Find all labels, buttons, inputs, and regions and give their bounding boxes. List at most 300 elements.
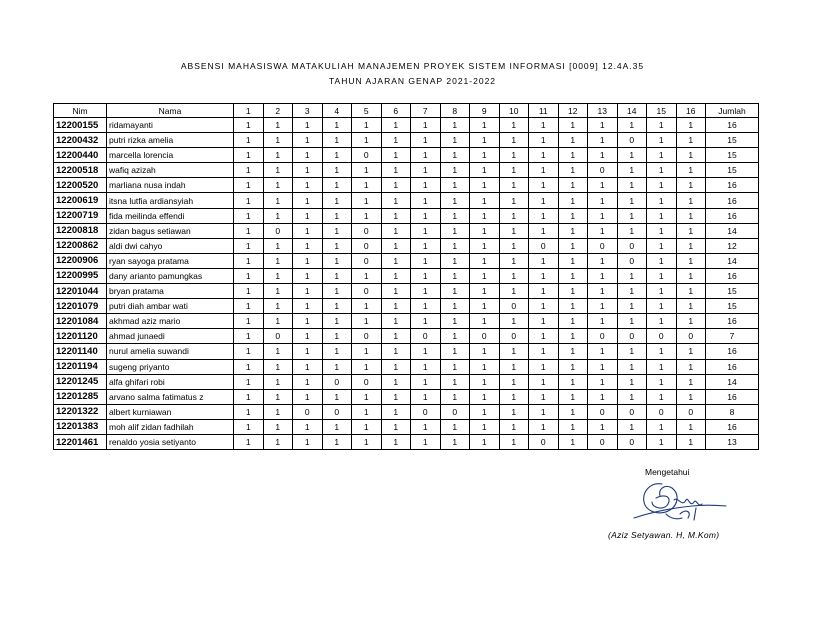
attendance-cell: 1 xyxy=(381,148,411,163)
attendance-cell: 1 xyxy=(381,133,411,148)
attendance-cell: 1 xyxy=(322,359,352,374)
attendance-cell: 1 xyxy=(676,389,706,404)
attendance-cell: 1 xyxy=(411,223,441,238)
nim-cell: 12201461 xyxy=(54,434,107,449)
attendance-cell: 1 xyxy=(676,238,706,253)
attendance-cell: 1 xyxy=(499,163,529,178)
attendance-cell: 1 xyxy=(499,223,529,238)
attendance-cell: 1 xyxy=(558,329,588,344)
attendance-cell: 1 xyxy=(322,284,352,299)
attendance-cell: 0 xyxy=(411,404,441,419)
name-cell: akhmad aziz mario xyxy=(107,314,234,329)
attendance-cell: 1 xyxy=(263,404,293,419)
attendance-cell: 1 xyxy=(234,238,264,253)
attendance-cell: 1 xyxy=(470,148,500,163)
attendance-cell: 1 xyxy=(381,193,411,208)
attendance-cell: 1 xyxy=(617,268,647,283)
attendance-cell: 1 xyxy=(617,178,647,193)
attendance-cell: 1 xyxy=(647,434,677,449)
attendance-cell: 1 xyxy=(293,118,323,133)
attendance-cell: 1 xyxy=(234,148,264,163)
attendance-cell: 1 xyxy=(558,193,588,208)
attendance-cell: 1 xyxy=(440,314,470,329)
attendance-cell: 1 xyxy=(322,253,352,268)
attendance-cell: 1 xyxy=(499,268,529,283)
attendance-cell: 1 xyxy=(647,284,677,299)
attendance-cell: 1 xyxy=(588,193,618,208)
attendance-cell: 1 xyxy=(676,434,706,449)
attendance-cell: 1 xyxy=(411,133,441,148)
name-cell: wafiq azizah xyxy=(107,163,234,178)
attendance-cell: 1 xyxy=(470,253,500,268)
attendance-cell: 1 xyxy=(293,389,323,404)
attendance-cell: 1 xyxy=(529,208,559,223)
attendance-cell: 0 xyxy=(617,253,647,268)
attendance-cell: 1 xyxy=(234,253,264,268)
attendance-cell: 1 xyxy=(470,223,500,238)
attendance-cell: 0 xyxy=(411,329,441,344)
attendance-cell: 1 xyxy=(440,284,470,299)
attendance-cell: 1 xyxy=(352,193,382,208)
attendance-cell: 1 xyxy=(352,359,382,374)
attendance-cell: 1 xyxy=(263,253,293,268)
name-cell: sugeng priyanto xyxy=(107,359,234,374)
attendance-cell: 1 xyxy=(293,208,323,223)
attendance-cell: 1 xyxy=(647,133,677,148)
table-row xyxy=(54,133,759,148)
attendance-cell: 1 xyxy=(529,389,559,404)
table-row xyxy=(54,419,759,434)
attendance-cell: 1 xyxy=(293,238,323,253)
attendance-cell: 1 xyxy=(352,178,382,193)
name-cell: ahmad junaedi xyxy=(107,329,234,344)
name-cell: putri rizka amelia xyxy=(107,133,234,148)
attendance-cell: 1 xyxy=(322,389,352,404)
nim-cell: 12200862 xyxy=(54,238,107,253)
attendance-cell: 1 xyxy=(499,148,529,163)
attendance-cell: 1 xyxy=(352,133,382,148)
attendance-cell: 1 xyxy=(440,193,470,208)
attendance-cell: 1 xyxy=(352,268,382,283)
name-cell: alfa ghifari robi xyxy=(107,374,234,389)
column-header: 10 xyxy=(499,104,529,118)
attendance-cell: 1 xyxy=(440,253,470,268)
attendance-cell: 1 xyxy=(499,374,529,389)
attendance-cell: 1 xyxy=(617,193,647,208)
attendance-cell: 1 xyxy=(647,178,677,193)
attendance-cell: 0 xyxy=(588,329,618,344)
attendance-cell: 0 xyxy=(499,329,529,344)
table-row xyxy=(54,118,759,133)
attendance-cell: 1 xyxy=(529,419,559,434)
attendance-cell: 1 xyxy=(381,223,411,238)
signer-name: (Aziz Setyawan. H, M.Kom) xyxy=(608,530,720,540)
academic-year-subtitle: TAHUN AJARAN GENAP 2021-2022 xyxy=(328,76,497,86)
total-cell: 14 xyxy=(706,253,759,268)
attendance-cell: 1 xyxy=(470,268,500,283)
attendance-cell: 1 xyxy=(499,284,529,299)
column-header: 9 xyxy=(470,104,500,118)
attendance-cell: 1 xyxy=(293,374,323,389)
attendance-cell: 0 xyxy=(588,163,618,178)
attendance-cell: 1 xyxy=(558,299,588,314)
attendance-cell: 1 xyxy=(381,404,411,419)
attendance-cell: 1 xyxy=(499,238,529,253)
attendance-cell: 1 xyxy=(293,163,323,178)
attendance-cell: 1 xyxy=(676,344,706,359)
attendance-cell: 1 xyxy=(293,268,323,283)
attendance-cell: 1 xyxy=(234,208,264,223)
attendance-cell: 0 xyxy=(617,329,647,344)
table-row xyxy=(54,329,759,344)
name-cell: nurul amelia suwandi xyxy=(107,344,234,359)
nim-cell: 12200440 xyxy=(54,148,107,163)
attendance-cell: 1 xyxy=(470,208,500,223)
attendance-cell: 1 xyxy=(588,148,618,163)
attendance-cell: 1 xyxy=(617,344,647,359)
attendance-cell: 1 xyxy=(263,118,293,133)
attendance-cell: 1 xyxy=(529,253,559,268)
total-cell: 16 xyxy=(706,419,759,434)
attendance-cell: 1 xyxy=(499,419,529,434)
attendance-cell: 1 xyxy=(647,374,677,389)
attendance-cell: 1 xyxy=(234,223,264,238)
attendance-cell: 1 xyxy=(411,208,441,223)
attendance-cell: 1 xyxy=(263,284,293,299)
attendance-cell: 1 xyxy=(322,148,352,163)
attendance-cell: 1 xyxy=(263,359,293,374)
attendance-cell: 1 xyxy=(499,133,529,148)
table-row xyxy=(54,284,759,299)
attendance-cell: 0 xyxy=(617,133,647,148)
attendance-cell: 1 xyxy=(293,314,323,329)
name-cell: bryan pratama xyxy=(107,284,234,299)
attendance-cell: 1 xyxy=(234,374,264,389)
attendance-cell: 1 xyxy=(234,344,264,359)
attendance-cell: 1 xyxy=(558,223,588,238)
attendance-cell: 1 xyxy=(470,193,500,208)
attendance-cell: 1 xyxy=(381,163,411,178)
attendance-cell: 1 xyxy=(588,314,618,329)
total-cell: 14 xyxy=(706,223,759,238)
attendance-cell: 1 xyxy=(499,389,529,404)
attendance-cell: 1 xyxy=(322,299,352,314)
table-row xyxy=(54,314,759,329)
attendance-cell: 0 xyxy=(352,223,382,238)
attendance-cell: 1 xyxy=(647,118,677,133)
attendance-cell: 1 xyxy=(293,223,323,238)
attendance-cell: 1 xyxy=(529,374,559,389)
attendance-cell: 1 xyxy=(293,434,323,449)
attendance-cell: 1 xyxy=(529,133,559,148)
nim-cell: 12200619 xyxy=(54,193,107,208)
attendance-cell: 1 xyxy=(588,389,618,404)
attendance-cell: 1 xyxy=(381,344,411,359)
attendance-cell: 1 xyxy=(322,238,352,253)
total-cell: 7 xyxy=(706,329,759,344)
attendance-cell: 1 xyxy=(647,314,677,329)
attendance-cell: 1 xyxy=(588,374,618,389)
attendance-cell: 1 xyxy=(352,404,382,419)
attendance-cell: 1 xyxy=(617,359,647,374)
total-cell: 15 xyxy=(706,284,759,299)
attendance-cell: 1 xyxy=(440,359,470,374)
attendance-cell: 1 xyxy=(440,374,470,389)
name-cell: putri diah ambar wati xyxy=(107,299,234,314)
attendance-cell: 1 xyxy=(234,284,264,299)
attendance-cell: 1 xyxy=(440,238,470,253)
name-cell: dany arianto pamungkas xyxy=(107,268,234,283)
name-cell: fida meilinda effendi xyxy=(107,208,234,223)
total-cell: 16 xyxy=(706,193,759,208)
attendance-table xyxy=(53,103,759,450)
attendance-cell: 1 xyxy=(322,133,352,148)
attendance-cell: 1 xyxy=(558,419,588,434)
attendance-cell: 1 xyxy=(411,193,441,208)
attendance-cell: 1 xyxy=(676,148,706,163)
attendance-cell: 1 xyxy=(470,434,500,449)
attendance-cell: 1 xyxy=(558,208,588,223)
attendance-cell: 1 xyxy=(470,284,500,299)
name-cell: albert kurniawan xyxy=(107,404,234,419)
attendance-cell: 1 xyxy=(352,419,382,434)
attendance-cell: 1 xyxy=(381,118,411,133)
attendance-cell: 1 xyxy=(676,374,706,389)
attendance-cell: 1 xyxy=(263,133,293,148)
attendance-cell: 1 xyxy=(676,253,706,268)
attendance-cell: 1 xyxy=(588,299,618,314)
attendance-cell: 1 xyxy=(470,299,500,314)
attendance-cell: 1 xyxy=(470,133,500,148)
attendance-cell: 1 xyxy=(263,299,293,314)
table-row xyxy=(54,268,759,283)
attendance-cell: 1 xyxy=(529,299,559,314)
nim-cell: 12200995 xyxy=(54,268,107,283)
table-row xyxy=(54,434,759,449)
attendance-cell: 1 xyxy=(322,118,352,133)
attendance-cell: 1 xyxy=(411,314,441,329)
table-row xyxy=(54,404,759,419)
attendance-cell: 1 xyxy=(588,133,618,148)
attendance-cell: 1 xyxy=(676,359,706,374)
total-cell: 14 xyxy=(706,374,759,389)
name-cell: renaldo yosia setiyanto xyxy=(107,434,234,449)
table-row xyxy=(54,374,759,389)
attendance-cell: 1 xyxy=(440,178,470,193)
column-header: 8 xyxy=(440,104,470,118)
table-row xyxy=(54,389,759,404)
attendance-cell: 1 xyxy=(499,359,529,374)
attendance-cell: 1 xyxy=(234,329,264,344)
attendance-cell: 0 xyxy=(470,329,500,344)
total-cell: 16 xyxy=(706,268,759,283)
attendance-cell: 1 xyxy=(499,434,529,449)
attendance-cell: 1 xyxy=(322,268,352,283)
column-header: 5 xyxy=(352,104,382,118)
attendance-cell: 1 xyxy=(234,193,264,208)
attendance-cell: 1 xyxy=(617,163,647,178)
column-header: 7 xyxy=(411,104,441,118)
attendance-cell: 1 xyxy=(234,118,264,133)
table-row xyxy=(54,344,759,359)
attendance-cell: 1 xyxy=(588,178,618,193)
attendance-cell: 1 xyxy=(558,344,588,359)
attendance-cell: 1 xyxy=(411,148,441,163)
attendance-cell: 0 xyxy=(352,238,382,253)
column-header: 15 xyxy=(647,104,677,118)
attendance-cell: 1 xyxy=(352,208,382,223)
nim-cell: 12200520 xyxy=(54,178,107,193)
nim-cell: 12200906 xyxy=(54,253,107,268)
attendance-cell: 1 xyxy=(322,314,352,329)
attendance-cell: 1 xyxy=(558,268,588,283)
attendance-cell: 1 xyxy=(617,314,647,329)
attendance-cell: 1 xyxy=(381,389,411,404)
attendance-cell: 1 xyxy=(440,434,470,449)
attendance-cell: 1 xyxy=(558,133,588,148)
attendance-cell: 0 xyxy=(322,374,352,389)
table-row xyxy=(54,208,759,223)
table-row xyxy=(54,299,759,314)
nim-cell: 12201044 xyxy=(54,284,107,299)
attendance-cell: 1 xyxy=(558,253,588,268)
attendance-cell: 1 xyxy=(322,329,352,344)
attendance-cell: 1 xyxy=(322,223,352,238)
attendance-cell: 1 xyxy=(558,434,588,449)
table-header-row xyxy=(54,104,759,118)
attendance-cell: 1 xyxy=(322,163,352,178)
attendance-cell: 1 xyxy=(352,299,382,314)
attendance-cell: 1 xyxy=(263,178,293,193)
attendance-cell: 1 xyxy=(322,193,352,208)
attendance-cell: 1 xyxy=(263,344,293,359)
attendance-cell: 1 xyxy=(558,163,588,178)
attendance-cell: 1 xyxy=(470,404,500,419)
attendance-cell: 1 xyxy=(293,284,323,299)
attendance-cell: 1 xyxy=(558,359,588,374)
attendance-cell: 1 xyxy=(647,299,677,314)
attendance-cell: 1 xyxy=(588,223,618,238)
attendance-cell: 1 xyxy=(499,344,529,359)
attendance-cell: 1 xyxy=(381,178,411,193)
attendance-cell: 1 xyxy=(411,389,441,404)
nim-cell: 12201140 xyxy=(54,344,107,359)
attendance-cell: 1 xyxy=(529,193,559,208)
attendance-cell: 1 xyxy=(440,118,470,133)
attendance-cell: 1 xyxy=(411,299,441,314)
attendance-cell: 1 xyxy=(411,268,441,283)
attendance-cell: 1 xyxy=(588,268,618,283)
total-cell: 16 xyxy=(706,389,759,404)
attendance-cell: 0 xyxy=(588,238,618,253)
attendance-cell: 1 xyxy=(322,419,352,434)
attendance-cell: 1 xyxy=(676,178,706,193)
attendance-cell: 1 xyxy=(470,419,500,434)
name-cell: ryan sayoga pratama xyxy=(107,253,234,268)
attendance-cell: 1 xyxy=(381,238,411,253)
attendance-cell: 1 xyxy=(647,268,677,283)
attendance-cell: 1 xyxy=(411,434,441,449)
attendance-cell: 1 xyxy=(529,284,559,299)
attendance-cell: 1 xyxy=(499,208,529,223)
attendance-cell: 1 xyxy=(352,434,382,449)
signature-icon xyxy=(622,478,732,528)
column-header: 11 xyxy=(529,104,559,118)
attendance-cell: 0 xyxy=(617,404,647,419)
attendance-cell: 0 xyxy=(352,148,382,163)
attendance-cell: 1 xyxy=(440,299,470,314)
attendance-cell: 1 xyxy=(234,299,264,314)
attendance-cell: 1 xyxy=(529,314,559,329)
attendance-cell: 1 xyxy=(411,284,441,299)
attendance-cell: 1 xyxy=(440,148,470,163)
attendance-cell: 0 xyxy=(617,434,647,449)
table-row xyxy=(54,178,759,193)
attendance-cell: 1 xyxy=(440,344,470,359)
acknowledge-label: Mengetahui xyxy=(645,467,690,477)
attendance-cell: 1 xyxy=(588,419,618,434)
attendance-cell: 1 xyxy=(381,374,411,389)
attendance-cell: 0 xyxy=(647,329,677,344)
attendance-cell: 1 xyxy=(529,118,559,133)
column-header: 2 xyxy=(263,104,293,118)
attendance-cell: 1 xyxy=(293,178,323,193)
column-header: 13 xyxy=(588,104,618,118)
attendance-cell: 1 xyxy=(470,163,500,178)
attendance-cell: 1 xyxy=(263,268,293,283)
attendance-cell: 0 xyxy=(263,329,293,344)
attendance-cell: 1 xyxy=(411,344,441,359)
attendance-cell: 1 xyxy=(411,359,441,374)
nim-cell: 12200818 xyxy=(54,223,107,238)
attendance-cell: 1 xyxy=(411,374,441,389)
attendance-cell: 1 xyxy=(322,208,352,223)
table-row xyxy=(54,223,759,238)
attendance-cell: 1 xyxy=(381,434,411,449)
attendance-cell: 1 xyxy=(263,419,293,434)
attendance-cell: 1 xyxy=(440,223,470,238)
column-header: 14 xyxy=(617,104,647,118)
attendance-cell: 1 xyxy=(588,359,618,374)
attendance-cell: 1 xyxy=(381,253,411,268)
attendance-cell: 1 xyxy=(352,163,382,178)
attendance-cell: 1 xyxy=(234,389,264,404)
attendance-cell: 1 xyxy=(352,118,382,133)
attendance-cell: 1 xyxy=(617,223,647,238)
name-cell: zidan bagus setiawan xyxy=(107,223,234,238)
column-header: Jumlah xyxy=(706,104,759,118)
total-cell: 16 xyxy=(706,178,759,193)
name-cell: itsna lutfia ardiansyiah xyxy=(107,193,234,208)
attendance-cell: 1 xyxy=(440,389,470,404)
table-row xyxy=(54,193,759,208)
attendance-cell: 1 xyxy=(263,374,293,389)
attendance-cell: 0 xyxy=(352,329,382,344)
nim-cell: 12201084 xyxy=(54,314,107,329)
attendance-cell: 1 xyxy=(234,178,264,193)
attendance-cell: 1 xyxy=(470,359,500,374)
nim-cell: 12201120 xyxy=(54,329,107,344)
attendance-cell: 0 xyxy=(352,374,382,389)
attendance-cell: 1 xyxy=(293,329,323,344)
name-cell: marcella lorencia xyxy=(107,148,234,163)
total-cell: 15 xyxy=(706,299,759,314)
attendance-cell: 1 xyxy=(293,253,323,268)
attendance-cell: 1 xyxy=(381,419,411,434)
attendance-cell: 1 xyxy=(381,208,411,223)
name-cell: ridamayanti xyxy=(107,118,234,133)
attendance-cell: 1 xyxy=(588,118,618,133)
